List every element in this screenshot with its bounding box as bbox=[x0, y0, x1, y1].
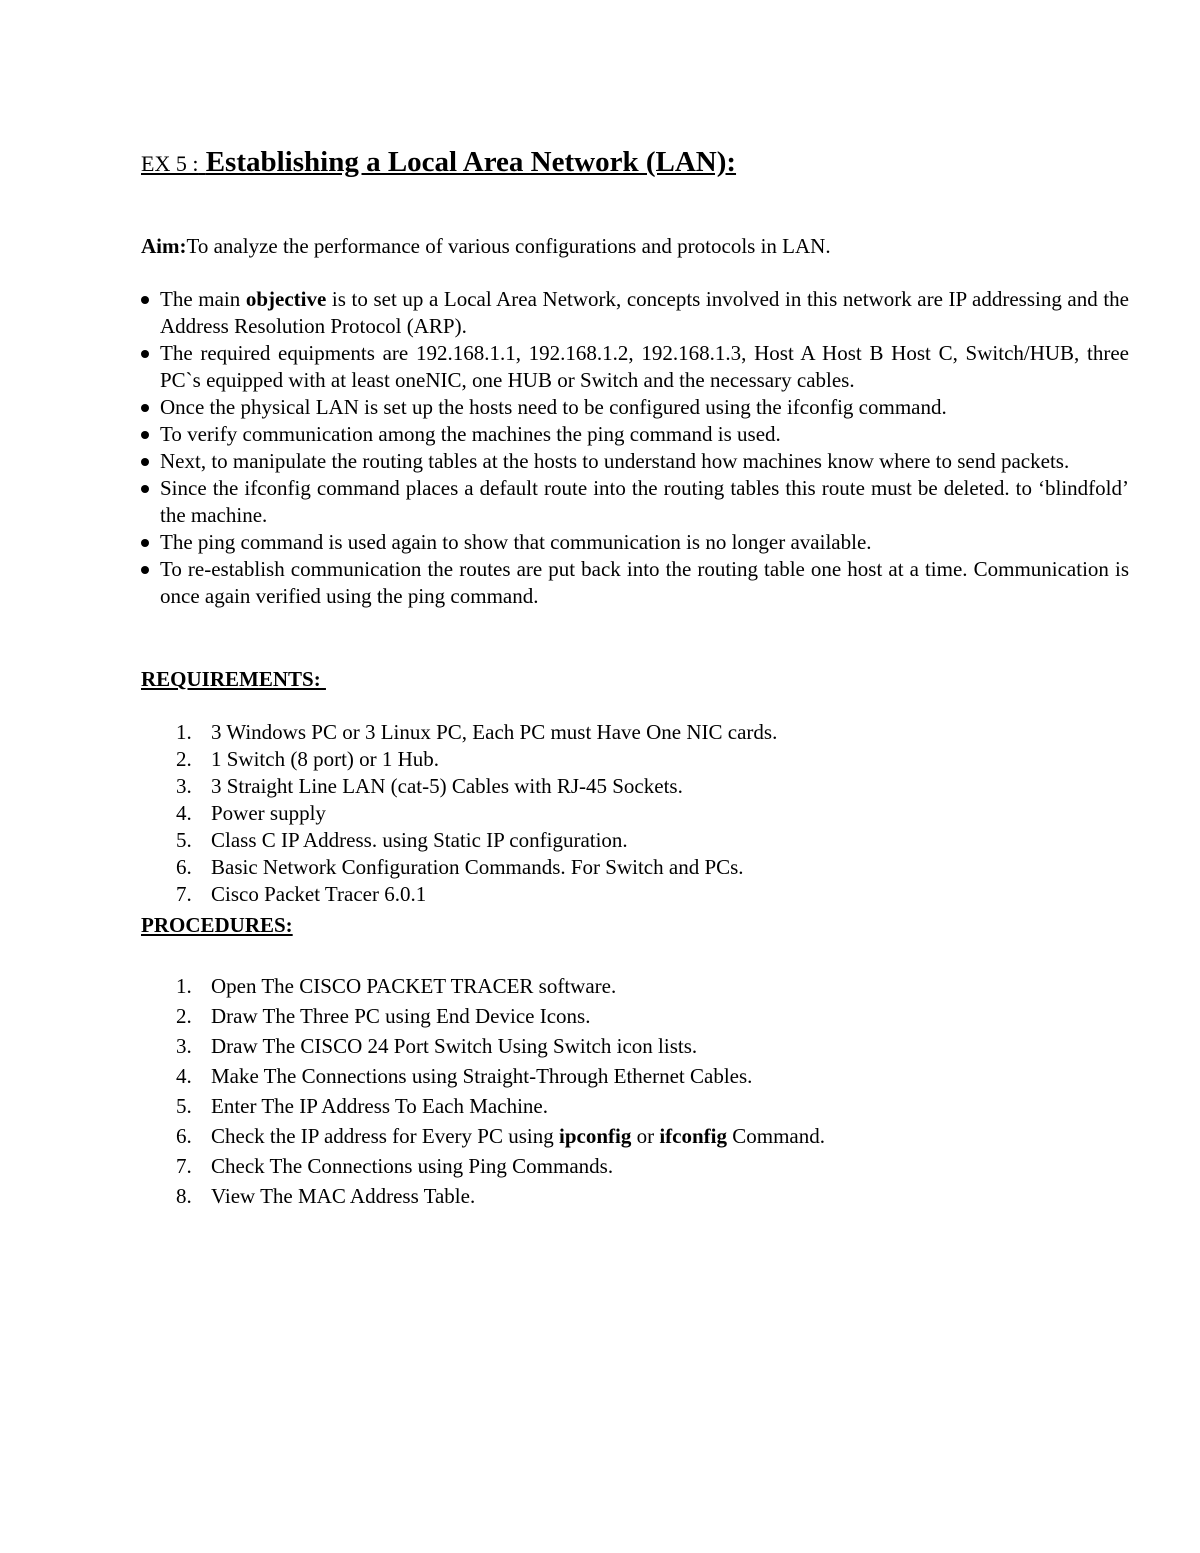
list-item: Since the ifconfig command places a default route into the routing tables this route must be deleted. to ‘blindfold’ the machine. bbox=[141, 475, 1129, 529]
ifconfig-command: ifconfig bbox=[659, 1124, 727, 1148]
list-item: 1. 3 Windows PC or 3 Linux PC, Each PC must Have One NIC cards. bbox=[176, 720, 778, 744]
list-item: 8. View The MAC Address Table. bbox=[176, 1184, 476, 1208]
bullet-icon bbox=[141, 404, 149, 412]
bullet-icon bbox=[141, 350, 149, 358]
objective-bullet-list bbox=[141, 286, 1129, 610]
requirements-heading: REQUIREMENTS: bbox=[141, 667, 326, 691]
list-item: 3. 3 Straight Line LAN (cat-5) Cables with RJ-45 Sockets. bbox=[176, 774, 683, 798]
list-item: 5. Enter The IP Address To Each Machine. bbox=[176, 1094, 548, 1118]
procedures-heading: PROCEDURES: bbox=[141, 913, 293, 937]
bullet-icon bbox=[141, 539, 149, 547]
procedures-list bbox=[141, 971, 1101, 1211]
aim-paragraph bbox=[141, 232, 831, 260]
bullet-icon bbox=[141, 431, 149, 439]
list-item: The ping command is used again to show that communication is no longer available. bbox=[141, 529, 1129, 556]
list-item: To re-establish communication the routes are put back into the routing table one host at a time. Communication is once again verified using the ping command. bbox=[141, 556, 1129, 610]
list-item: 4. Make The Connections using Straight-Through Ethernet Cables. bbox=[176, 1064, 753, 1088]
list-item: 7. Cisco Packet Tracer 6.0.1 bbox=[176, 882, 427, 906]
page-title bbox=[141, 142, 736, 184]
title-text: Establishing a Local Area Network (LAN): bbox=[205, 146, 737, 178]
bullet-icon bbox=[141, 458, 149, 466]
list-item: The required equipments are 192.168.1.1, 192.168.1.2, 192.168.1.3, Host A Host B Host C, Switch/HUB, three PC`s equipped with at least oneNIC, one HUB or Switch and the necessary cables. bbox=[141, 340, 1129, 394]
bullet-icon bbox=[141, 296, 149, 304]
list-item: 1. Open The CISCO PACKET TRACER software. bbox=[176, 974, 617, 998]
list-item: 6. Basic Network Configuration Commands. For Switch and PCs. bbox=[176, 855, 744, 879]
bullet-icon bbox=[141, 566, 149, 574]
list-item: 7. Check The Connections using Ping Commands. bbox=[176, 1154, 614, 1178]
list-item: Next, to manipulate the routing tables at the hosts to understand how machines know where to send packets. bbox=[141, 448, 1129, 475]
list-item: 3. Draw The CISCO 24 Port Switch Using Switch icon lists. bbox=[176, 1034, 698, 1058]
list-item: Once the physical LAN is set up the hosts need to be configured using the ifconfig command. bbox=[141, 394, 1129, 421]
list-item: 5. Class C IP Address. using Static IP configuration. bbox=[176, 828, 628, 852]
requirements-list bbox=[141, 719, 1101, 908]
ipconfig-command: ipconfig bbox=[559, 1124, 632, 1148]
bullet-icon bbox=[141, 485, 149, 493]
aim-label: Aim: bbox=[141, 234, 187, 258]
list-item: 2. 1 Switch (8 port) or 1 Hub. bbox=[176, 747, 440, 771]
list-item: 4. Power supply bbox=[176, 801, 326, 825]
list-item: 2. Draw The Three PC using End Device Icons. bbox=[176, 1004, 591, 1028]
list-item: To verify communication among the machines the ping command is used. bbox=[141, 421, 1129, 448]
aim-text: To analyze the performance of various configurations and protocols in LAN. bbox=[186, 234, 831, 258]
list-item: The main objective is to set up a Local Area Network, concepts involved in this network are IP addressing and the Address Resolution Protocol (ARP). bbox=[141, 286, 1129, 340]
list-item: 6. Check the IP address for Every PC using ipconfig or ifconfig Command. bbox=[176, 1124, 825, 1148]
objective-keyword: objective bbox=[245, 287, 327, 311]
exercise-number: EX 5 : bbox=[141, 151, 199, 176]
